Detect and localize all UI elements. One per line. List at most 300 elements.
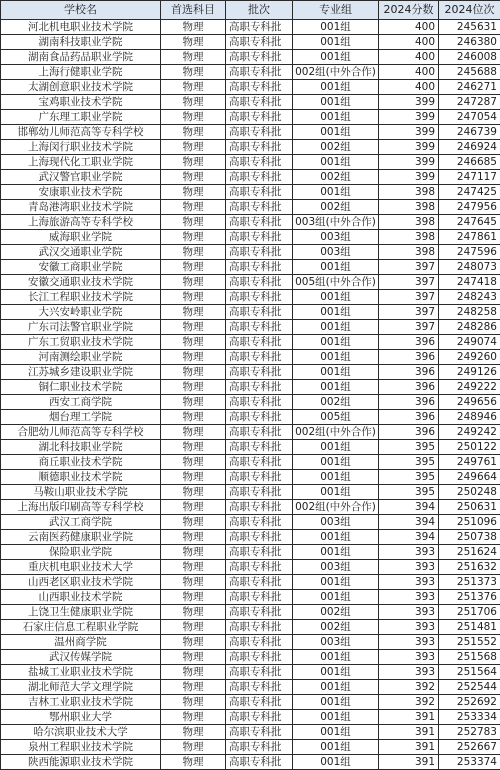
subject-cell: 物理: [161, 260, 226, 275]
subject-cell: 物理: [161, 35, 226, 50]
table-row: [1, 350, 500, 365]
table-row: [1, 395, 500, 410]
score-cell: 400: [379, 65, 439, 80]
group-cell: 003组: [293, 230, 379, 245]
table-row: [1, 560, 500, 575]
score-cell: 396: [379, 350, 439, 365]
school-cell: 山西职业技术学院: [1, 590, 161, 605]
score-cell: 396: [379, 380, 439, 395]
table-row: [1, 80, 500, 95]
rank-cell: 247117: [439, 170, 500, 185]
score-cell: 399: [379, 95, 439, 110]
school-cell: 石家庄信息工程职业学院: [1, 620, 161, 635]
table-row: [1, 110, 500, 125]
score-cell: 398: [379, 215, 439, 230]
score-cell: 400: [379, 50, 439, 65]
batch-cell: 高职专科批: [226, 575, 293, 590]
subject-cell: 物理: [161, 125, 226, 140]
score-cell: 395: [379, 440, 439, 455]
school-cell: 上海旅游高等专科学校: [1, 215, 161, 230]
group-cell: 001组: [293, 590, 379, 605]
batch-cell: 高职专科批: [226, 725, 293, 740]
score-cell: 400: [379, 20, 439, 35]
batch-cell: 高职专科批: [226, 245, 293, 260]
rank-cell: 251096: [439, 515, 500, 530]
subject-cell: 物理: [161, 425, 226, 440]
score-cell: 396: [379, 410, 439, 425]
school-cell: 温州商学院: [1, 635, 161, 650]
group-cell: 001组: [293, 185, 379, 200]
subject-cell: 物理: [161, 110, 226, 125]
batch-cell: 高职专科批: [226, 170, 293, 185]
table-row: [1, 650, 500, 665]
group-cell: 001组: [293, 650, 379, 665]
rank-cell: 251568: [439, 650, 500, 665]
subject-cell: 物理: [161, 350, 226, 365]
batch-cell: 高职专科批: [226, 455, 293, 470]
group-cell: 001组: [293, 80, 379, 95]
batch-cell: 高职专科批: [226, 470, 293, 485]
score-cell: 399: [379, 110, 439, 125]
rank-cell: 247425: [439, 185, 500, 200]
batch-cell: 高职专科批: [226, 515, 293, 530]
school-cell: 太湖创意职业技术学院: [1, 80, 161, 95]
group-cell: 002组: [293, 395, 379, 410]
subject-cell: 物理: [161, 215, 226, 230]
batch-cell: 高职专科批: [226, 320, 293, 335]
subject-cell: 物理: [161, 455, 226, 470]
table-row: [1, 245, 500, 260]
score-cell: 395: [379, 485, 439, 500]
subject-cell: 物理: [161, 650, 226, 665]
rank-cell: 250738: [439, 530, 500, 545]
rank-cell: 248258: [439, 305, 500, 320]
rank-cell: 252667: [439, 740, 500, 755]
subject-cell: 物理: [161, 725, 226, 740]
rank-cell: 249074: [439, 335, 500, 350]
subject-cell: 物理: [161, 320, 226, 335]
table-row: [1, 425, 500, 440]
subject-cell: 物理: [161, 305, 226, 320]
school-cell: 山西老区职业技术学院: [1, 575, 161, 590]
school-cell: 武汉传媒学院: [1, 650, 161, 665]
column-header-batch: 批次: [226, 1, 293, 20]
subject-cell: 物理: [161, 50, 226, 65]
school-cell: 广东司法警官职业学院: [1, 320, 161, 335]
school-cell: 上海行健职业学院: [1, 65, 161, 80]
batch-cell: 高职专科批: [226, 155, 293, 170]
batch-cell: 高职专科批: [226, 215, 293, 230]
column-header-subject: 首选科目: [161, 1, 226, 20]
table-row: [1, 35, 500, 50]
group-cell: 001组: [293, 755, 379, 770]
table-row: [1, 365, 500, 380]
group-cell: 001组: [293, 155, 379, 170]
school-cell: 武汉交通职业学院: [1, 245, 161, 260]
table-row: [1, 500, 500, 515]
score-cell: 398: [379, 230, 439, 245]
batch-cell: 高职专科批: [226, 365, 293, 380]
batch-cell: 高职专科批: [226, 605, 293, 620]
subject-cell: 物理: [161, 245, 226, 260]
batch-cell: 高职专科批: [226, 35, 293, 50]
subject-cell: 物理: [161, 410, 226, 425]
score-cell: 394: [379, 515, 439, 530]
batch-cell: 高职专科批: [226, 20, 293, 35]
batch-cell: 高职专科批: [226, 140, 293, 155]
group-cell: 005组(中外合作): [293, 275, 379, 290]
school-cell: 武汉工商学院: [1, 515, 161, 530]
school-cell: 邯郸幼儿师范高等专科学校: [1, 125, 161, 140]
score-cell: 399: [379, 125, 439, 140]
rank-cell: 253374: [439, 755, 500, 770]
table-row: [1, 530, 500, 545]
rank-cell: 249126: [439, 365, 500, 380]
group-cell: 001组: [293, 440, 379, 455]
rank-cell: 246380: [439, 35, 500, 50]
rank-cell: 245688: [439, 65, 500, 80]
school-cell: 威海职业学院: [1, 230, 161, 245]
rank-cell: 250631: [439, 500, 500, 515]
school-cell: 西安工商学院: [1, 395, 161, 410]
subject-cell: 物理: [161, 95, 226, 110]
school-cell: 湖北科技职业学院: [1, 440, 161, 455]
subject-cell: 物理: [161, 605, 226, 620]
subject-cell: 物理: [161, 470, 226, 485]
group-cell: 001组: [293, 50, 379, 65]
school-cell: 大兴安岭职业学院: [1, 305, 161, 320]
table-row: [1, 125, 500, 140]
rank-cell: 247956: [439, 200, 500, 215]
score-cell: 400: [379, 80, 439, 95]
school-cell: 武汉警官职业学院: [1, 170, 161, 185]
table-row: [1, 635, 500, 650]
school-cell: 安康职业技术学院: [1, 185, 161, 200]
batch-cell: 高职专科批: [226, 545, 293, 560]
group-cell: 001组: [293, 530, 379, 545]
batch-cell: 高职专科批: [226, 530, 293, 545]
subject-cell: 物理: [161, 365, 226, 380]
score-cell: 398: [379, 185, 439, 200]
column-header-group: 专业组: [293, 1, 379, 20]
column-header-score: 2024分数: [379, 1, 439, 20]
score-cell: 396: [379, 365, 439, 380]
group-cell: 001组: [293, 455, 379, 470]
subject-cell: 物理: [161, 695, 226, 710]
score-cell: 397: [379, 305, 439, 320]
table-row: [1, 320, 500, 335]
score-cell: 397: [379, 260, 439, 275]
subject-cell: 物理: [161, 590, 226, 605]
subject-cell: 物理: [161, 230, 226, 245]
batch-cell: 高职专科批: [226, 635, 293, 650]
rank-cell: 252692: [439, 695, 500, 710]
table-row: [1, 545, 500, 560]
school-cell: 吉林工业职业技术学院: [1, 695, 161, 710]
batch-cell: 高职专科批: [226, 350, 293, 365]
rank-cell: 250122: [439, 440, 500, 455]
rank-cell: 248286: [439, 320, 500, 335]
batch-cell: 高职专科批: [226, 200, 293, 215]
rank-cell: 247645: [439, 215, 500, 230]
subject-cell: 物理: [161, 515, 226, 530]
column-header-rank: 2024位次: [439, 1, 500, 20]
batch-cell: 高职专科批: [226, 125, 293, 140]
group-cell: 001组: [293, 335, 379, 350]
score-cell: 391: [379, 725, 439, 740]
school-cell: 长江工程职业技术学院: [1, 290, 161, 305]
group-cell: 005组: [293, 410, 379, 425]
rank-cell: 248243: [439, 290, 500, 305]
school-cell: 湖南食品药品职业学院: [1, 50, 161, 65]
subject-cell: 物理: [161, 65, 226, 80]
school-cell: 马鞍山职业技术学院: [1, 485, 161, 500]
score-cell: 399: [379, 170, 439, 185]
table-row: [1, 20, 500, 35]
group-cell: 001组: [293, 305, 379, 320]
group-cell: 002组: [293, 140, 379, 155]
table-row: [1, 485, 500, 500]
school-cell: 哈尔滨职业技术大学: [1, 725, 161, 740]
group-cell: 001组: [293, 740, 379, 755]
table-row: [1, 515, 500, 530]
table-body: [1, 20, 500, 770]
score-cell: 393: [379, 590, 439, 605]
group-cell: 002组: [293, 200, 379, 215]
score-cell: 395: [379, 455, 439, 470]
batch-cell: 高职专科批: [226, 620, 293, 635]
subject-cell: 物理: [161, 140, 226, 155]
school-cell: 青岛港湾职业技术学院: [1, 200, 161, 215]
group-cell: 001组: [293, 485, 379, 500]
score-cell: 393: [379, 620, 439, 635]
rank-cell: 251552: [439, 635, 500, 650]
table-row: [1, 590, 500, 605]
score-cell: 396: [379, 395, 439, 410]
score-cell: 398: [379, 245, 439, 260]
score-cell: 391: [379, 710, 439, 725]
rank-cell: 251373: [439, 575, 500, 590]
table-row: [1, 680, 500, 695]
batch-cell: 高职专科批: [226, 560, 293, 575]
batch-cell: 高职专科批: [226, 80, 293, 95]
table-row: [1, 200, 500, 215]
table-row: [1, 170, 500, 185]
group-cell: 001组: [293, 680, 379, 695]
batch-cell: 高职专科批: [226, 335, 293, 350]
school-cell: 湖南科技职业学院: [1, 35, 161, 50]
subject-cell: 物理: [161, 440, 226, 455]
school-cell: 宝鸡职业技术学院: [1, 95, 161, 110]
table-row: [1, 155, 500, 170]
group-cell: 001组: [293, 665, 379, 680]
group-cell: 002组(中外合作): [293, 65, 379, 80]
batch-cell: 高职专科批: [226, 95, 293, 110]
table-row: [1, 305, 500, 320]
batch-cell: 高职专科批: [226, 740, 293, 755]
batch-cell: 高职专科批: [226, 395, 293, 410]
rank-cell: 248946: [439, 410, 500, 425]
score-cell: 396: [379, 335, 439, 350]
rank-cell: 249656: [439, 395, 500, 410]
table-row: [1, 275, 500, 290]
table-row: [1, 335, 500, 350]
subject-cell: 物理: [161, 710, 226, 725]
subject-cell: 物理: [161, 680, 226, 695]
score-cell: 392: [379, 680, 439, 695]
rank-cell: 246924: [439, 140, 500, 155]
score-cell: 399: [379, 140, 439, 155]
batch-cell: 高职专科批: [226, 755, 293, 770]
group-cell: 001组: [293, 95, 379, 110]
table-row: [1, 410, 500, 425]
batch-cell: 高职专科批: [226, 710, 293, 725]
score-cell: 393: [379, 545, 439, 560]
group-cell: 003组(中外合作): [293, 215, 379, 230]
group-cell: 001组: [293, 260, 379, 275]
group-cell: 001组: [293, 470, 379, 485]
batch-cell: 高职专科批: [226, 50, 293, 65]
rank-cell: 247287: [439, 95, 500, 110]
rank-cell: 251564: [439, 665, 500, 680]
score-cell: 397: [379, 320, 439, 335]
school-cell: 鄂州职业大学: [1, 710, 161, 725]
table-row: [1, 575, 500, 590]
score-cell: 400: [379, 35, 439, 50]
batch-cell: 高职专科批: [226, 380, 293, 395]
group-cell: 003组: [293, 560, 379, 575]
rank-cell: 251481: [439, 620, 500, 635]
batch-cell: 高职专科批: [226, 665, 293, 680]
rank-cell: 252783: [439, 725, 500, 740]
batch-cell: 高职专科批: [226, 650, 293, 665]
subject-cell: 物理: [161, 635, 226, 650]
table-row: [1, 665, 500, 680]
table-row: [1, 95, 500, 110]
rank-cell: 251376: [439, 590, 500, 605]
table-row: [1, 65, 500, 80]
rank-cell: 249260: [439, 350, 500, 365]
subject-cell: 物理: [161, 155, 226, 170]
score-cell: 399: [379, 155, 439, 170]
group-cell: 001组: [293, 350, 379, 365]
rank-cell: 253334: [439, 710, 500, 725]
school-cell: 江苏城乡建设职业学院: [1, 365, 161, 380]
school-cell: 盐城工业职业技术学院: [1, 665, 161, 680]
table-row: [1, 755, 500, 770]
table-row: [1, 380, 500, 395]
group-cell: 001组: [293, 125, 379, 140]
subject-cell: 物理: [161, 575, 226, 590]
school-cell: 上海闵行职业技术学院: [1, 140, 161, 155]
batch-cell: 高职专科批: [226, 290, 293, 305]
school-cell: 安徽工商职业学院: [1, 260, 161, 275]
header-row: [1, 1, 500, 20]
batch-cell: 高职专科批: [226, 260, 293, 275]
column-header-school: 学校名: [1, 1, 161, 20]
score-cell: 394: [379, 500, 439, 515]
group-cell: 002组: [293, 620, 379, 635]
batch-cell: 高职专科批: [226, 590, 293, 605]
table-row: [1, 185, 500, 200]
score-cell: 394: [379, 530, 439, 545]
batch-cell: 高职专科批: [226, 110, 293, 125]
school-cell: 泉州工程职业技术学院: [1, 740, 161, 755]
subject-cell: 物理: [161, 200, 226, 215]
table-row: [1, 455, 500, 470]
rank-cell: 249222: [439, 380, 500, 395]
batch-cell: 高职专科批: [226, 230, 293, 245]
school-cell: 河北机电职业技术学院: [1, 20, 161, 35]
group-cell: 001组: [293, 575, 379, 590]
school-cell: 重庆机电职业技术大学: [1, 560, 161, 575]
school-cell: 顺德职业技术学院: [1, 470, 161, 485]
table-row: [1, 740, 500, 755]
school-cell: 上海现代化工职业学院: [1, 155, 161, 170]
batch-cell: 高职专科批: [226, 305, 293, 320]
school-cell: 广东理工职业学院: [1, 110, 161, 125]
subject-cell: 物理: [161, 20, 226, 35]
group-cell: 002组(中外合作): [293, 500, 379, 515]
rank-cell: 247861: [439, 230, 500, 245]
score-cell: 393: [379, 560, 439, 575]
group-cell: 002组(中外合作): [293, 425, 379, 440]
rank-cell: 248073: [439, 260, 500, 275]
batch-cell: 高职专科批: [226, 695, 293, 710]
rank-cell: 246739: [439, 125, 500, 140]
score-cell: 397: [379, 275, 439, 290]
group-cell: 003组: [293, 245, 379, 260]
rank-cell: 247418: [439, 275, 500, 290]
group-cell: 002组: [293, 605, 379, 620]
group-cell: 001组: [293, 695, 379, 710]
group-cell: 001组: [293, 725, 379, 740]
rank-cell: 249761: [439, 455, 500, 470]
table-row: [1, 50, 500, 65]
subject-cell: 物理: [161, 290, 226, 305]
school-cell: 合肥幼儿师范高等专科学校: [1, 425, 161, 440]
score-cell: 392: [379, 695, 439, 710]
subject-cell: 物理: [161, 740, 226, 755]
subject-cell: 物理: [161, 665, 226, 680]
group-cell: 001组: [293, 35, 379, 50]
school-cell: 铜仁职业技术学院: [1, 380, 161, 395]
school-cell: 安徽交通职业技术学院: [1, 275, 161, 290]
rank-cell: 246008: [439, 50, 500, 65]
group-cell: 001组: [293, 110, 379, 125]
school-cell: 河南测绘职业学院: [1, 350, 161, 365]
rank-cell: 247596: [439, 245, 500, 260]
subject-cell: 物理: [161, 185, 226, 200]
score-cell: 391: [379, 740, 439, 755]
table-row: [1, 605, 500, 620]
rank-cell: 247054: [439, 110, 500, 125]
subject-cell: 物理: [161, 545, 226, 560]
school-cell: 上饶卫生健康职业学院: [1, 605, 161, 620]
score-cell: 393: [379, 605, 439, 620]
school-cell: 云南医药健康职业学院: [1, 530, 161, 545]
school-cell: 烟台理工学院: [1, 410, 161, 425]
table-row: [1, 725, 500, 740]
rank-cell: 251706: [439, 605, 500, 620]
table-row: [1, 215, 500, 230]
score-cell: 393: [379, 575, 439, 590]
table-row: [1, 470, 500, 485]
table-row: [1, 710, 500, 725]
group-cell: 001组: [293, 290, 379, 305]
subject-cell: 物理: [161, 560, 226, 575]
school-cell: 商丘职业技术学院: [1, 455, 161, 470]
